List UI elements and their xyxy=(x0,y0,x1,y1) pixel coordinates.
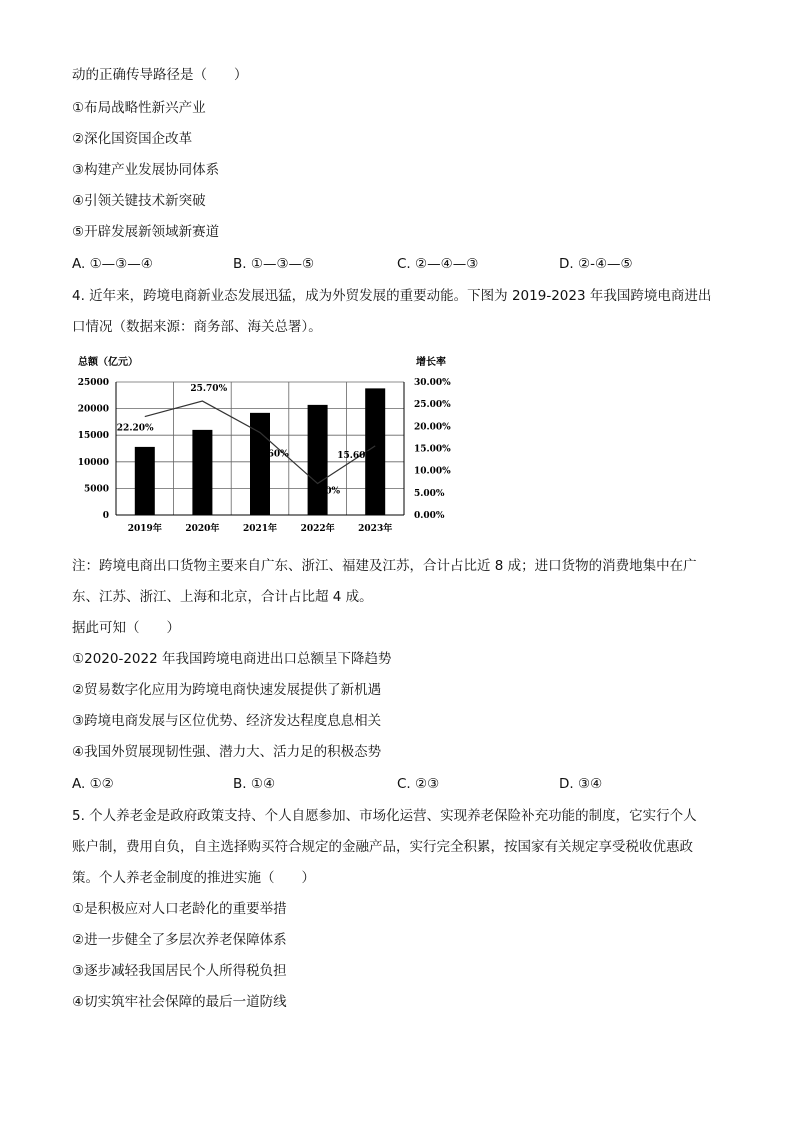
category-label: 2022年 xyxy=(300,524,335,534)
right-tick-label: 20.00% xyxy=(414,422,451,433)
q3-option-a[interactable]: A. ①—③—④ xyxy=(72,256,153,272)
bar xyxy=(135,447,155,515)
q5-item-1: ①是积极应对人口老龄化的重要举措 xyxy=(72,901,287,917)
q4-note-line-2: 东、江苏、浙江、上海和北京，合计占比超 4 成。 xyxy=(72,589,373,605)
category-label: 2023年 xyxy=(358,524,393,534)
q4-item-3: ③跨境电商发展与区位优势、经济发达程度息息相关 xyxy=(72,713,382,729)
q5-item-2: ②进一步健全了多层次养老保障体系 xyxy=(72,932,287,948)
category-label: 2019年 xyxy=(127,524,162,534)
q3-stem-tail: 动的正确传导路径是（ ） xyxy=(72,67,248,83)
q4-option-c[interactable]: C. ②③ xyxy=(397,776,440,792)
q3-item-2: ②深化国资国企改革 xyxy=(72,131,193,147)
q3-item-3: ③构建产业发展协同体系 xyxy=(72,162,220,178)
q5-stem-line-1: 5. 个人养老金是政府政策支持、个人自愿参加、市场化运营、实现养老保险补充功能的制度，它实行个人 xyxy=(72,808,697,824)
q3-item-5: ⑤开辟发展新领域新赛道 xyxy=(72,224,220,240)
q3-item-1: ①布局战略性新兴产业 xyxy=(72,100,206,116)
left-tick-label: 25000 xyxy=(77,378,109,388)
growth-data-label: 22.20% xyxy=(116,423,154,434)
right-axis-title: 增长率 xyxy=(416,357,446,368)
q3-option-b[interactable]: B. ①—③—⑤ xyxy=(233,256,315,272)
right-tick-label: 15.00% xyxy=(414,444,451,455)
growth-data-label: 25.70% xyxy=(190,384,228,395)
q4-option-d[interactable]: D. ③④ xyxy=(559,776,603,792)
right-tick-label: 25.00% xyxy=(414,400,451,411)
q5-item-4: ④切实筑牢社会保障的最后一道防线 xyxy=(72,994,287,1010)
data-labels xyxy=(117,384,375,496)
right-tick-label: 5.00% xyxy=(414,488,445,499)
cross-border-ecommerce-chart xyxy=(72,352,462,542)
q4-item-4: ④我国外贸展现韧性强、潜力大、活力足的积极态势 xyxy=(72,744,382,760)
q4-option-b[interactable]: B. ①④ xyxy=(233,776,276,792)
right-tick-label: 0.00% xyxy=(414,511,445,521)
left-tick-label: 10000 xyxy=(77,457,109,468)
category-label: 2021年 xyxy=(242,524,278,534)
growth-data-label: 15.60% xyxy=(337,450,374,461)
left-tick-label: 20000 xyxy=(77,404,109,415)
q4-item-1: ①2020-2022 年我国跨境电商进出口总额呈下降趋势 xyxy=(72,651,392,667)
category-label: 2020年 xyxy=(185,524,220,534)
q5-item-3: ③逐步减轻我国居民个人所得税负担 xyxy=(72,963,287,979)
q3-option-c[interactable]: C. ②—④—③ xyxy=(397,256,479,272)
left-tick-label: 5000 xyxy=(83,484,109,495)
growth-data-label: 7.10% xyxy=(309,486,341,497)
q5-stem-line-2: 账户制，费用自负，自主选择购买符合规定的金融产品，实行完全积累，按国家有关规定享受税收优惠政 xyxy=(72,839,693,855)
right-tick-label: 30.00% xyxy=(414,378,451,388)
q4-stem-line-2: 口情况（数据来源：商务部、海关总署）。 xyxy=(72,319,322,335)
bar xyxy=(192,430,212,515)
right-tick-label: 10.00% xyxy=(414,466,451,477)
bar xyxy=(308,405,328,515)
q4-stem-line-1: 4. 近年来，跨境电商新业态发展迅猛，成为外贸发展的重要动能。下图为 2019-2023 年我国跨境电商进出 xyxy=(72,288,712,304)
left-tick-label: 15000 xyxy=(77,431,109,442)
left-tick-label: 0 xyxy=(102,511,109,521)
q4-note-line-1: 注：跨境电商出口货物主要来自广东、浙江、福建及江苏，合计占比近 8 成；进口货物的消费地集中在广 xyxy=(72,558,697,574)
left-axis-title: 总额（亿元） xyxy=(78,357,138,368)
growth-data-label: 18.60% xyxy=(252,449,289,460)
q4-prompt: 据此可知（ ） xyxy=(72,620,180,636)
q4-option-a[interactable]: A. ①② xyxy=(72,776,114,792)
q3-item-4: ④引领关键技术新突破 xyxy=(72,193,206,209)
q5-stem-line-3: 策。个人养老金制度的推进实施（ ） xyxy=(72,870,315,886)
q4-item-2: ②贸易数字化应用为跨境电商快速发展提供了新机遇 xyxy=(72,682,382,698)
q3-option-d[interactable]: D. ②-④—⑤ xyxy=(559,256,633,272)
